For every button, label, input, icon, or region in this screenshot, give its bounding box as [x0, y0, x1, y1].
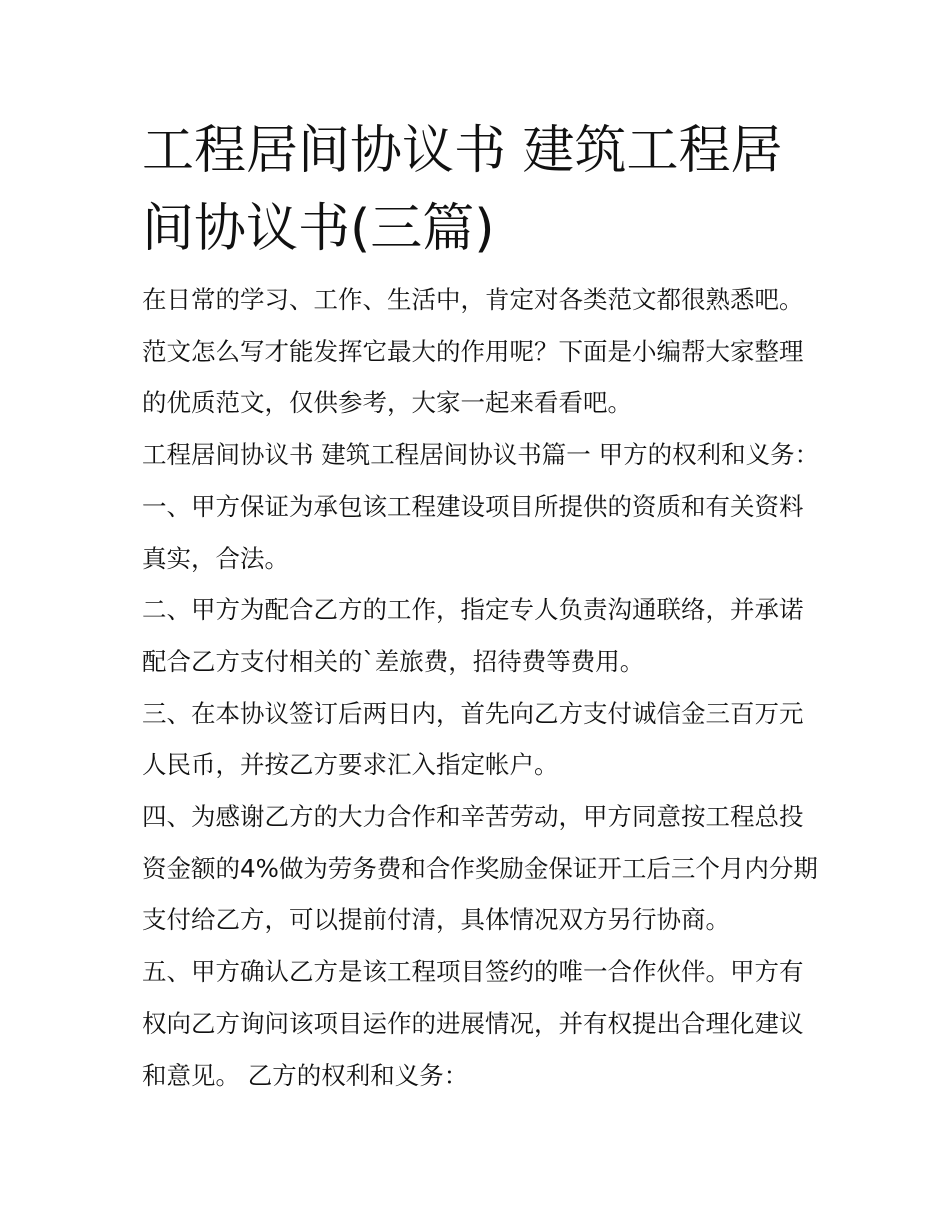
paragraph-clause-3: 三、在本协议签订后两日内，首先向乙方支付诚信金三百万元人民币，并按乙方要求汇入指定帐户。	[142, 698, 804, 780]
paragraph-intro: 在日常的学习、工作、生活中，肯定对各类范文都很熟悉吧。范文怎么写才能发挥它最大的作用呢？下面是小编帮大家整理的优质范文，仅供参考，大家一起来看看吧。	[142, 285, 804, 418]
paragraph-clause-4: 四、为感谢乙方的大力合作和辛苦劳动，甲方同意按工程总投资金额的4%做为劳务费和合作奖励金保证开工后三个月内分期支付给乙方，可以提前付清，具体情况双方另行协商。	[142, 802, 818, 935]
document-body	[142, 274, 822, 1101]
paragraph-clause-5: 五、甲方确认乙方是该工程项目签约的唯一合作伙伴。甲方有权向乙方询问该项目运作的进展情况，并有权提出合理化建议和意见。 乙方的权利和义务：	[142, 957, 804, 1090]
paragraph-party-a-rights: 工程居间协议书 建筑工程居间协议书篇一 甲方的权利和义务： 一、甲方保证为承包该工程建设项目所提供的资质和有关资料真实，合法。	[142, 440, 820, 573]
document-title: 工程居间协议书 建筑工程居间协议书(三篇)	[142, 121, 783, 259]
paragraph-clause-2: 二、甲方为配合乙方的工作，指定专人负责沟通联络，并承诺配合乙方支付相关的`差旅费，招待费等费用。	[142, 595, 804, 676]
